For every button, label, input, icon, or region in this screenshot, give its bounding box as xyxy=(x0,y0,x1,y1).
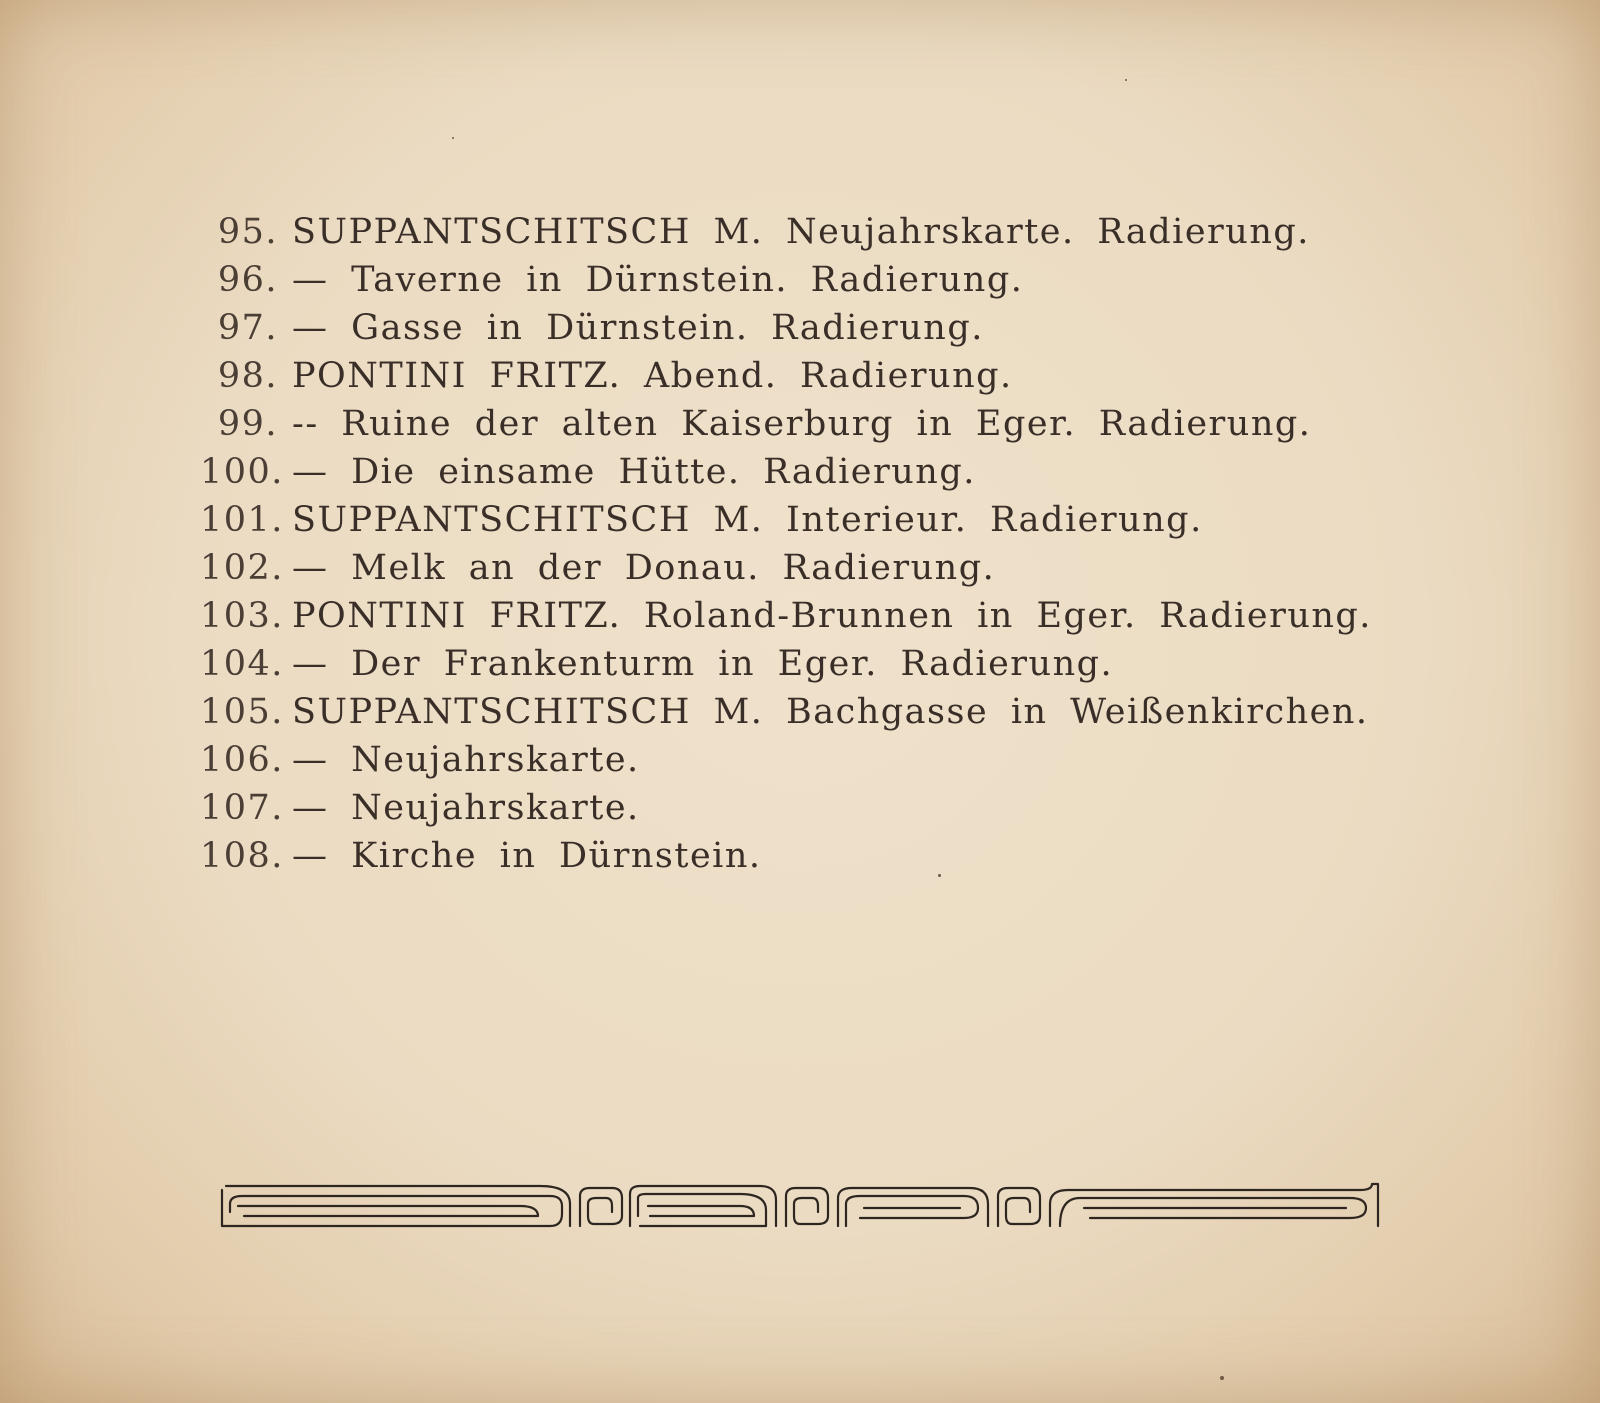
entry-number: 107. xyxy=(200,788,284,828)
catalog-list xyxy=(200,212,1380,884)
entry-text: PONTINI FRITZ. Abend. Radierung. xyxy=(292,356,1013,396)
entry-number: 105. xyxy=(200,692,284,732)
entry-number: 96. xyxy=(217,260,278,300)
catalog-entry xyxy=(200,308,1380,356)
ornament-loop xyxy=(998,1188,1040,1226)
entry-text: — Melk an der Donau. Radierung. xyxy=(292,548,996,588)
catalog-entry xyxy=(200,356,1380,404)
entry-number: 98. xyxy=(217,356,278,396)
entry-text: — Kirche in Dürnstein. xyxy=(292,836,762,876)
ornament-bar xyxy=(638,1194,766,1226)
ornament-bar xyxy=(1060,1198,1366,1226)
catalog-entry xyxy=(200,788,1380,836)
entry-text: — Der Frankenturm in Eger. Radierung. xyxy=(292,644,1114,684)
paper-speck xyxy=(1125,79,1127,81)
catalog-entry xyxy=(200,548,1380,596)
ornament-bar xyxy=(648,1206,754,1216)
catalog-entry xyxy=(200,740,1380,788)
entry-text: SUPPANTSCHITSCH M. Bachgasse in Weißenkirchen. xyxy=(292,692,1369,732)
catalog-entry xyxy=(200,260,1380,308)
entry-number: 108. xyxy=(200,836,284,876)
entry-text: -- Ruine der alten Kaiserburg in Eger. Radierung. xyxy=(292,404,1312,444)
catalog-entry xyxy=(200,452,1380,500)
catalog-entry xyxy=(200,596,1380,644)
ornament-bar xyxy=(222,1190,562,1226)
catalog-entry xyxy=(200,692,1380,740)
catalog-entry xyxy=(200,836,1380,884)
ornament-loop xyxy=(580,1188,622,1226)
paper-speck xyxy=(938,874,941,877)
entry-text: — Neujahrskarte. xyxy=(292,788,640,828)
entry-number: 103. xyxy=(200,596,284,636)
entry-number: 104. xyxy=(200,644,284,684)
entry-number: 100. xyxy=(200,452,284,492)
entry-number: 97. xyxy=(217,308,278,348)
catalog-entry xyxy=(200,212,1380,260)
ornament-bar xyxy=(1050,1184,1378,1226)
ornament-bar xyxy=(238,1206,538,1216)
entry-text: — Die einsame Hütte. Radierung. xyxy=(292,452,976,492)
paper-speck xyxy=(452,137,454,139)
catalog-entry xyxy=(200,500,1380,548)
entry-number: 101. xyxy=(200,500,284,540)
entry-number: 106. xyxy=(200,740,284,780)
ornament-loop xyxy=(786,1188,828,1226)
entry-text: SUPPANTSCHITSCH M. Neujahrskarte. Radierung. xyxy=(292,212,1310,252)
entry-number: 102. xyxy=(200,548,284,588)
entry-number: 95. xyxy=(217,212,278,252)
paper-speck xyxy=(1220,1376,1224,1380)
entry-text: PONTINI FRITZ. Roland-Brunnen in Eger. Radierung. xyxy=(292,596,1372,636)
decorative-border-ornament xyxy=(220,1182,1382,1232)
entry-text: — Taverne in Dürnstein. Radierung. xyxy=(292,260,1024,300)
ornament-bar xyxy=(846,1196,978,1226)
entry-text: — Gasse in Dürnstein. Radierung. xyxy=(292,308,984,348)
entry-text: SUPPANTSCHITSCH M. Interieur. Radierung. xyxy=(292,500,1203,540)
entry-text: — Neujahrskarte. xyxy=(292,740,640,780)
entry-number: 99. xyxy=(217,404,278,444)
catalog-entry xyxy=(200,644,1380,692)
catalog-entry xyxy=(200,404,1380,452)
